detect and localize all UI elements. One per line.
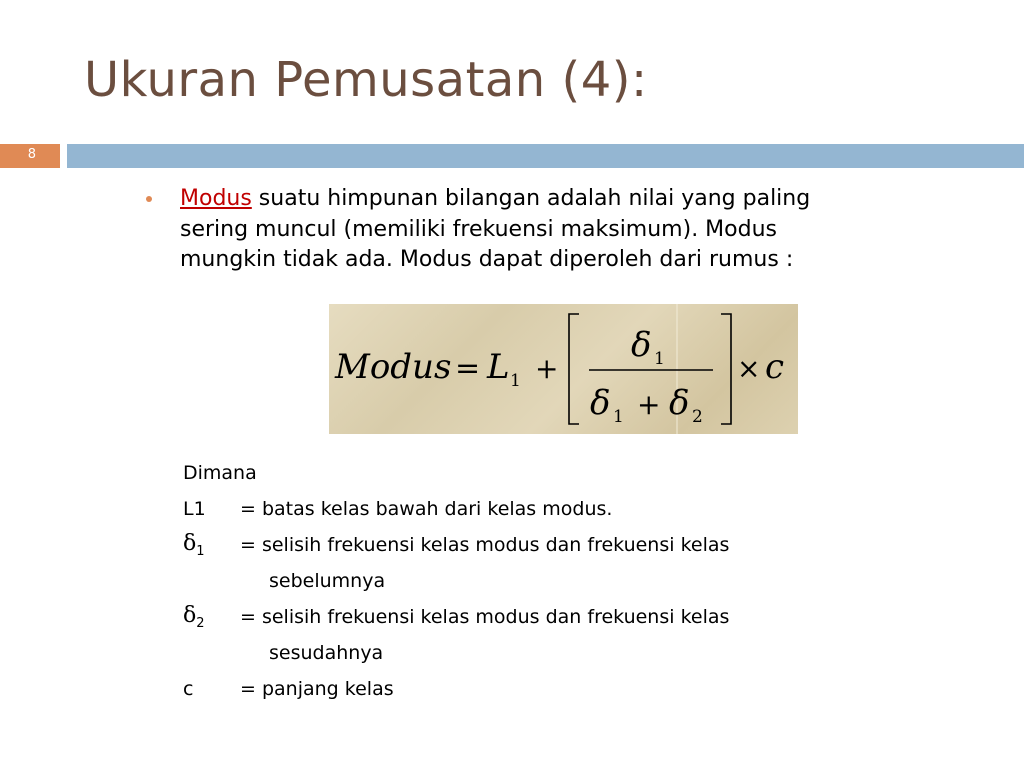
intro-text: suatu himpunan bilangan adalah nilai yang paling sering muncul (memiliki frekuensi maksimum). Modus mungkin tidak ada. Modus dapat diperoleh dari rumus : [180,186,811,272]
delta-subscript: 1 [196,543,205,559]
bullet-dot [146,196,152,202]
continuation-text: sesudahnya [269,642,384,664]
definition-text: = panjang kelas [240,678,394,700]
formula-times: × [737,352,761,385]
formula-plus: + [535,352,559,385]
definitions-heading: Dimana [183,462,257,484]
modus-keyword: Modus [180,186,252,211]
numerator-sub: 1 [654,349,665,369]
slide-title: Ukuran Pemusatan (4): [84,52,648,108]
delta-subscript: 2 [196,615,205,631]
right-bracket [721,314,731,424]
formula-L-sub: 1 [510,371,521,391]
definition-symbol [183,603,205,631]
definition-text: = batas kelas bawah dari kelas modus. [240,498,613,520]
formula-lhs: Modus [335,347,452,387]
left-bracket [569,314,579,424]
denominator-sub-1: 1 [613,407,624,427]
formula-equals: = [455,351,481,386]
formula-c: c [765,347,785,387]
denominator-sub-2: 2 [692,407,703,427]
formula-svg [329,304,798,434]
intro-paragraph [180,184,880,276]
numerator-delta: δ [631,325,652,365]
definition-text: = selisih frekuensi kelas modus dan frekuensi kelas [240,606,730,628]
formula-L: L [487,347,510,387]
title-rule-bar [67,144,1024,168]
definition-text: = selisih frekuensi kelas modus dan frekuensi kelas [240,534,730,556]
denominator-delta-2: δ [669,383,690,423]
slide-number-box [0,144,60,168]
continuation-text: sebelumnya [269,570,386,592]
definition-symbol: c [183,678,194,700]
denominator-delta-1: δ [590,383,611,423]
denominator-plus: + [637,388,661,421]
definition-symbol: L1 [183,498,206,520]
slide-number: 8 [27,147,36,162]
delta-symbol: δ [183,603,197,628]
delta-symbol: δ [183,531,197,556]
formula-image [329,304,798,434]
definition-symbol [183,531,205,559]
